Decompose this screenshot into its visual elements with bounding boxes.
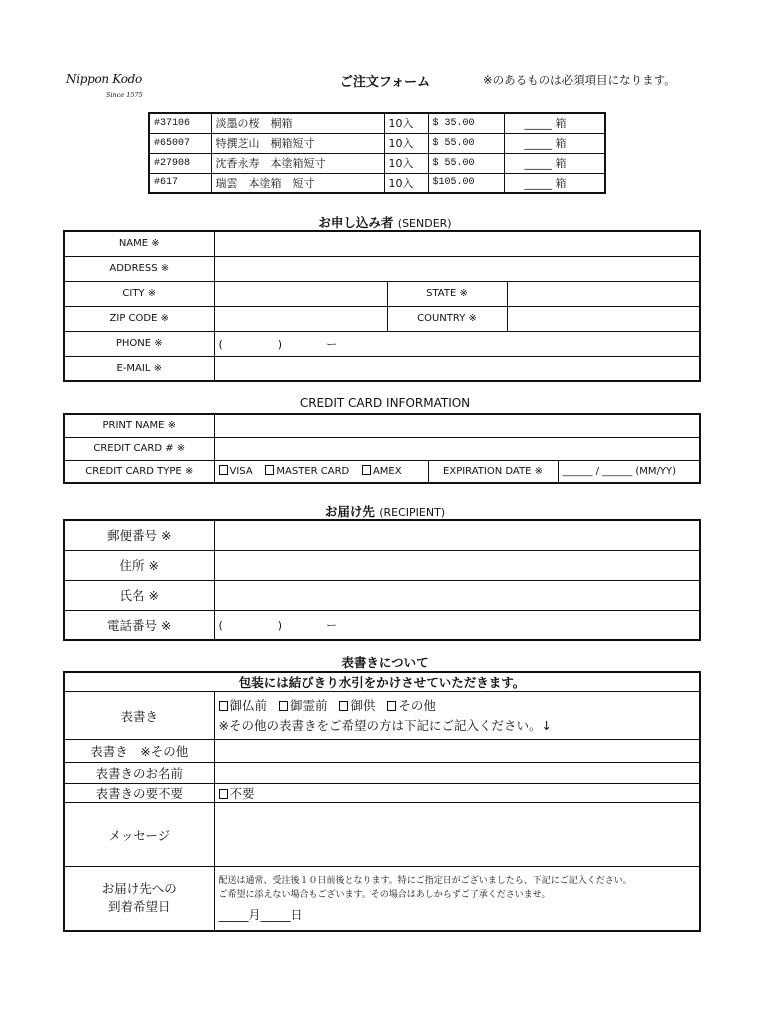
- arrival-field: [214, 867, 700, 931]
- product-table: [148, 112, 606, 194]
- wrap-note: 包装には結びきり水引をかけさせていただきます。: [64, 672, 700, 692]
- card-number-row: [64, 437, 700, 460]
- gobutsuzen-checkbox[interactable]: [219, 701, 228, 711]
- expiration-field[interactable]: ______ / ______ (MM/YY): [558, 460, 700, 483]
- product-quantity: 10入: [384, 133, 428, 153]
- recipient-name-row: [64, 580, 700, 610]
- address-field[interactable]: [214, 256, 700, 281]
- product-name: 淡墨の桜 桐箱: [211, 113, 384, 133]
- logo-since: Since 1575: [106, 91, 143, 99]
- goreizen-label: 御霊前: [289, 697, 328, 713]
- address-label: ADDRESS ※: [64, 256, 214, 281]
- product-code: #65007: [149, 133, 211, 153]
- visa-checkbox[interactable]: [219, 465, 228, 475]
- omote-other-label: 表書き ※その他: [64, 740, 214, 763]
- product-code: #27908: [149, 153, 211, 173]
- name-field[interactable]: [214, 231, 700, 256]
- omote-type-row: [64, 692, 700, 740]
- arrival-row: [64, 867, 700, 931]
- message-row: [64, 803, 700, 867]
- omote-name-field[interactable]: [214, 763, 700, 784]
- amex-checkbox[interactable]: [362, 465, 371, 475]
- card-heading: CREDIT CARD INFORMATION: [299, 396, 471, 410]
- message-label: メッセージ: [64, 803, 214, 867]
- omote-name-label: 表書きのお名前: [64, 763, 214, 784]
- required-note: ※のあるものは必須項目になります。: [483, 73, 676, 87]
- recipient-name-label: 氏名 ※: [64, 580, 214, 610]
- state-field[interactable]: [507, 281, 700, 306]
- state-label: STATE ※: [387, 281, 507, 306]
- gosonae-label: 御供: [350, 697, 376, 713]
- card-type-label: CREDIT CARD TYPE ※: [64, 460, 214, 483]
- product-row: [149, 133, 605, 153]
- recipient-name-field[interactable]: [214, 580, 700, 610]
- recipient-phone-row: [64, 610, 700, 640]
- recipient-heading: お届け先 (RECIPIENT): [324, 504, 446, 519]
- zip-field[interactable]: [214, 306, 387, 331]
- phone-label: PHONE ※: [64, 331, 214, 356]
- phone-field[interactable]: ( ) ー: [214, 331, 700, 356]
- omote-need-row: [64, 784, 700, 803]
- amex-label: AMEX: [372, 466, 402, 478]
- zip-label: ZIP CODE ※: [64, 306, 214, 331]
- country-label: COUNTRY ※: [387, 306, 507, 331]
- gobutsuzen-label: 御仏前: [229, 697, 268, 713]
- product-row: [149, 153, 605, 173]
- sender-phone-row: [64, 331, 700, 356]
- omote-label: 表書き: [64, 692, 214, 740]
- product-price: $105.00: [428, 173, 504, 193]
- sender-zip-row: [64, 306, 700, 331]
- sender-city-row: [64, 281, 700, 306]
- expiration-label: EXPIRATION DATE ※: [428, 460, 558, 483]
- other-checkbox[interactable]: [387, 701, 396, 711]
- arrival-note-2: ご希望に添えない場合もございます。その場合はあしからずご了承くださいませ。: [218, 890, 551, 901]
- recipient-postal-row: [64, 520, 700, 550]
- omote-need-options: [214, 784, 700, 803]
- product-row: [149, 173, 605, 193]
- postal-field[interactable]: [214, 520, 700, 550]
- omote-other-row: [64, 740, 700, 763]
- sender-address-row: [64, 256, 700, 281]
- unneeded-label: 不要: [229, 786, 255, 801]
- product-price: $ 35.00: [428, 113, 504, 133]
- product-order-count[interactable]: _____ 箱: [504, 173, 605, 193]
- master-label: MASTER CARD: [276, 466, 350, 478]
- card-number-label: CREDIT CARD # ※: [64, 437, 214, 460]
- email-label: E-MAIL ※: [64, 356, 214, 381]
- product-row: [149, 113, 605, 133]
- card-type-options: [214, 460, 428, 483]
- product-name: 沈香永寿 本塗箱短寸: [211, 153, 384, 173]
- recipient-address-label: 住所 ※: [64, 550, 214, 580]
- page-title: ご注文フォーム: [339, 75, 431, 90]
- sender-heading: お申し込み者 (SENDER): [318, 215, 452, 230]
- print-name-label: PRINT NAME ※: [64, 414, 214, 437]
- other-label: その他: [398, 697, 436, 713]
- city-label: CITY ※: [64, 281, 214, 306]
- product-price: $ 55.00: [428, 153, 504, 173]
- master-checkbox[interactable]: [265, 465, 274, 475]
- logo-text: Nippon Kodo: [66, 72, 142, 86]
- product-quantity: 10入: [384, 173, 428, 193]
- sender-name-row: [64, 231, 700, 256]
- sender-email-row: [64, 356, 700, 381]
- omote-table: [63, 671, 701, 932]
- wrap-note-row: [64, 672, 700, 692]
- city-field[interactable]: [214, 281, 387, 306]
- product-name: 特撰芝山 桐箱短寸: [211, 133, 384, 153]
- omote-options: [214, 692, 700, 740]
- product-code: #37106: [149, 113, 211, 133]
- other-note: ※その他の表書きをご希望の方は下記にご記入ください。↓: [218, 717, 552, 733]
- postal-label: 郵便番号 ※: [64, 520, 214, 550]
- message-field[interactable]: [214, 803, 700, 867]
- omote-other-field[interactable]: [214, 740, 700, 763]
- card-name-row: [64, 414, 700, 437]
- recipient-table: [63, 519, 701, 641]
- unneeded-checkbox[interactable]: [219, 789, 228, 799]
- gosonae-checkbox[interactable]: [339, 701, 348, 711]
- print-name-field[interactable]: [214, 414, 700, 437]
- product-quantity: 10入: [384, 113, 428, 133]
- recipient-phone-field[interactable]: ( ) ー: [214, 610, 700, 640]
- omote-heading: 表書きについて: [341, 655, 429, 670]
- visa-label: VISA: [229, 466, 253, 478]
- product-order-count[interactable]: _____ 箱: [504, 133, 605, 153]
- sender-table: [63, 230, 701, 382]
- recipient-address-row: [64, 550, 700, 580]
- goreizen-checkbox[interactable]: [279, 701, 288, 711]
- product-order-count[interactable]: _____ 箱: [504, 113, 605, 133]
- email-field[interactable]: [214, 356, 700, 381]
- arrival-note-1: 配送は通常、受注後１０日前後となります。特にご指定日がございましたら、下記にご記入ください。: [218, 876, 632, 887]
- name-label: NAME ※: [64, 231, 214, 256]
- product-code: #617: [149, 173, 211, 193]
- arrival-label: お届け先への 到着希望日: [64, 867, 214, 931]
- product-price: $ 55.00: [428, 133, 504, 153]
- card-number-field[interactable]: [214, 437, 700, 460]
- card-table: [63, 413, 701, 484]
- recipient-phone-label: 電話番号 ※: [64, 610, 214, 640]
- country-field[interactable]: [507, 306, 700, 331]
- arrival-date-field[interactable]: _____月_____日: [218, 908, 303, 923]
- recipient-address-field[interactable]: [214, 550, 700, 580]
- product-quantity: 10入: [384, 153, 428, 173]
- omote-need-label: 表書きの要不要: [64, 784, 214, 803]
- card-type-row: [64, 460, 700, 483]
- omote-name-row: [64, 763, 700, 784]
- product-name: 瑞雲 本塗箱 短寸: [211, 173, 384, 193]
- product-order-count[interactable]: _____ 箱: [504, 153, 605, 173]
